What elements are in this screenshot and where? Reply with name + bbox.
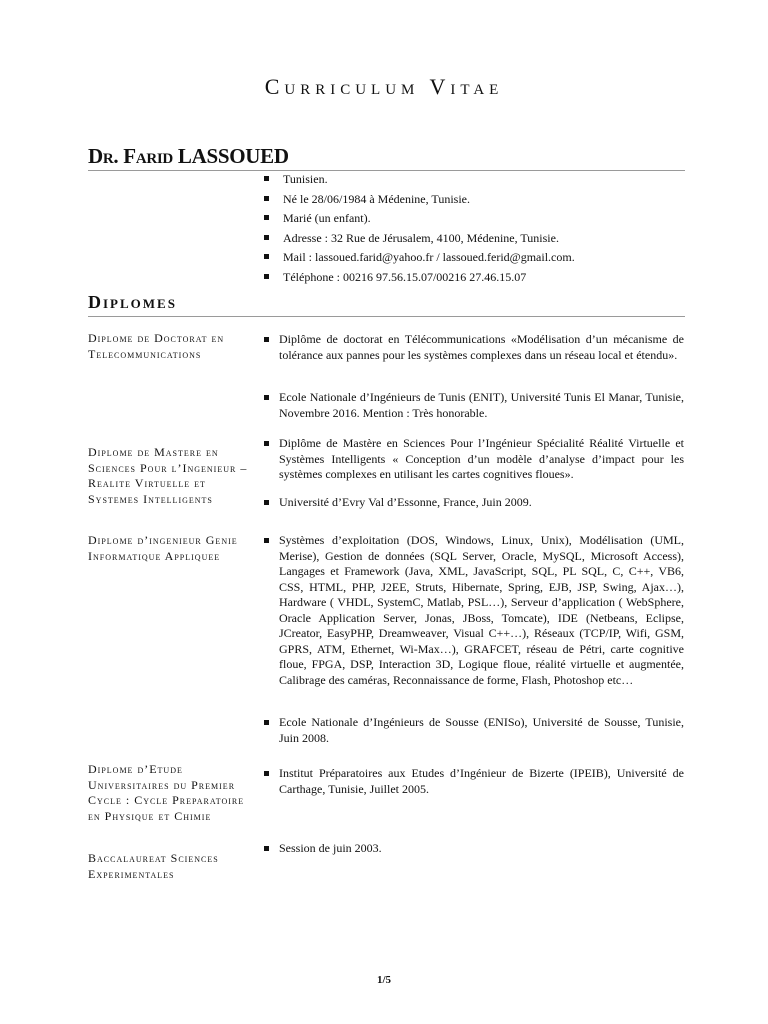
label-mastere: Diplome de Mastere en Sciences Pour l’Ingenieur –Realite Virtuelle et Systemes Intelligents xyxy=(88,445,248,506)
bac-session: Session de juin 2003. xyxy=(279,841,382,855)
bullet-icon xyxy=(264,538,269,543)
premier-cycle-school: Institut Préparatoires aux Etudes d’Ingénieur de Bizerte (IPEIB), Université de Carthage, Tunisie, Juillet 2005. xyxy=(279,766,684,796)
bullet-icon xyxy=(264,720,269,725)
nationality: Tunisien. xyxy=(283,172,328,186)
address: Adresse : 32 Rue de Jérusalem, 4100, Médenine, Tunisie. xyxy=(283,230,559,245)
label-premier-cycle: Diplome d’Etude Universitaires du Premier Cycle : Cycle Preparatoire en Physique et Chimie xyxy=(88,762,245,823)
list-item xyxy=(263,248,693,268)
entry-mastere-desc xyxy=(263,436,684,483)
doctorat-school: Ecole Nationale d’Ingénieurs de Tunis (ENIT), Université Tunis El Manar, Tunisie, Novembre 2016. Mention : Très honorable. xyxy=(279,390,684,420)
section-divider xyxy=(88,316,685,317)
birth-info: Né le 28/06/1984 à Médenine, Tunisie. xyxy=(283,191,470,206)
entry-doctorat-desc xyxy=(263,332,684,363)
cv-title: Curriculum Vitae xyxy=(264,74,504,99)
list-item xyxy=(263,268,693,288)
bullet-icon xyxy=(264,395,269,400)
bullet-icon xyxy=(264,337,269,342)
list-item xyxy=(263,170,693,190)
label-ingenieur: Diplome d’ingenieur Genie Informatique Appliquee xyxy=(88,533,238,563)
email: Mail : lassoued.farid@yahoo.fr / lassoued.ferid@gmail.com. xyxy=(283,250,575,264)
entry-doctorat-school xyxy=(263,390,684,421)
bullet-icon xyxy=(264,235,269,240)
bullet-icon xyxy=(264,215,269,220)
bullet-icon xyxy=(264,176,269,181)
list-item xyxy=(263,209,693,229)
entry-premier-cycle-school xyxy=(263,766,684,797)
label-doctorat: Diplome de Doctorat en Telecommunications xyxy=(88,331,225,361)
list-item xyxy=(263,229,693,249)
bullet-icon xyxy=(264,846,269,851)
page-number: 1/5 xyxy=(376,974,392,986)
entry-bac-session xyxy=(263,841,684,857)
bullet-icon xyxy=(264,196,269,201)
ingenieur-school: Ecole Nationale d’Ingénieurs de Sousse (ENISo), Université de Sousse, Tunisie, Juin 2008. xyxy=(279,715,684,745)
mastere-school: Université d’Evry Val d’Essonne, France, Juin 2009. xyxy=(279,495,532,509)
entry-ingenieur-school xyxy=(263,715,684,746)
list-item xyxy=(263,190,693,210)
label-bac: Baccalaureat Sciences Experimentales xyxy=(88,851,219,881)
entry-ingenieur-skills xyxy=(263,533,684,688)
personal-info-list xyxy=(263,170,693,287)
bullet-icon xyxy=(264,274,269,279)
doctorat-description: Diplôme de doctorat en Télécommunications «Modélisation d’un mécanisme de tolérance aux pannes pour les systèmes complexes dans un réseau local et étendu». xyxy=(279,332,684,362)
bullet-icon xyxy=(264,771,269,776)
ingenieur-skills: Systèmes d’exploitation (DOS, Windows, Linux, Unix), Modélisation (UML, Merise), Gestion de données (SQL Server, Oracle, MySQL, Microsoft Access), Langages et Framework (Java, XML, JavaScript, SQL, PL SQL, C, C++, VB6, CSS, HTML, PHP, J2EE, Struts, Hibernate, Spring, EJB, JSP, Swing, Ajax…), Hardware ( VHDL, SystemC, Matlab, PSL…), Serveur d’application ( WebSphere, Oracle Application Server, Jonas, JBoss, Tomcate), IDE (Netbeans, Eclipse, JCreator, EasyPHP, Dreamweaver, Visual C++…), Réseaux (TCP/IP, Wifi, GSM, GPRS, ATM, Ethernet, Wi-Max…), GRAFCET, réseau de Pétri, carte cognitive floue, FPGA, DSP, Interaction 3D, Logique floue, réalité virtuelle et augmentée, Calibrage des caméras, Reconnaissance de forme, Flash, Photoshop etc… xyxy=(279,533,684,687)
marital-status: Marié (un enfant). xyxy=(283,211,371,225)
mastere-description: Diplôme de Mastère en Sciences Pour l’Ingénieur Spécialité Réalité Virtuelle et Systèmes Intelligents « Conception d’un modèle d’analyse d’impact pour les systèmes complexes en utilisant les cartes cognitives floues». xyxy=(279,436,684,481)
telephone: Téléphone : 00216 97.56.15.07/00216 27.46.15.07 xyxy=(283,269,527,284)
entry-mastere-school xyxy=(263,495,684,511)
section-title-diplomes: Diplomes xyxy=(88,292,177,312)
bullet-icon xyxy=(264,500,269,505)
candidate-name: Dr. Farid LASSOUED xyxy=(88,144,289,168)
bullet-icon xyxy=(264,441,269,446)
bullet-icon xyxy=(264,254,269,259)
